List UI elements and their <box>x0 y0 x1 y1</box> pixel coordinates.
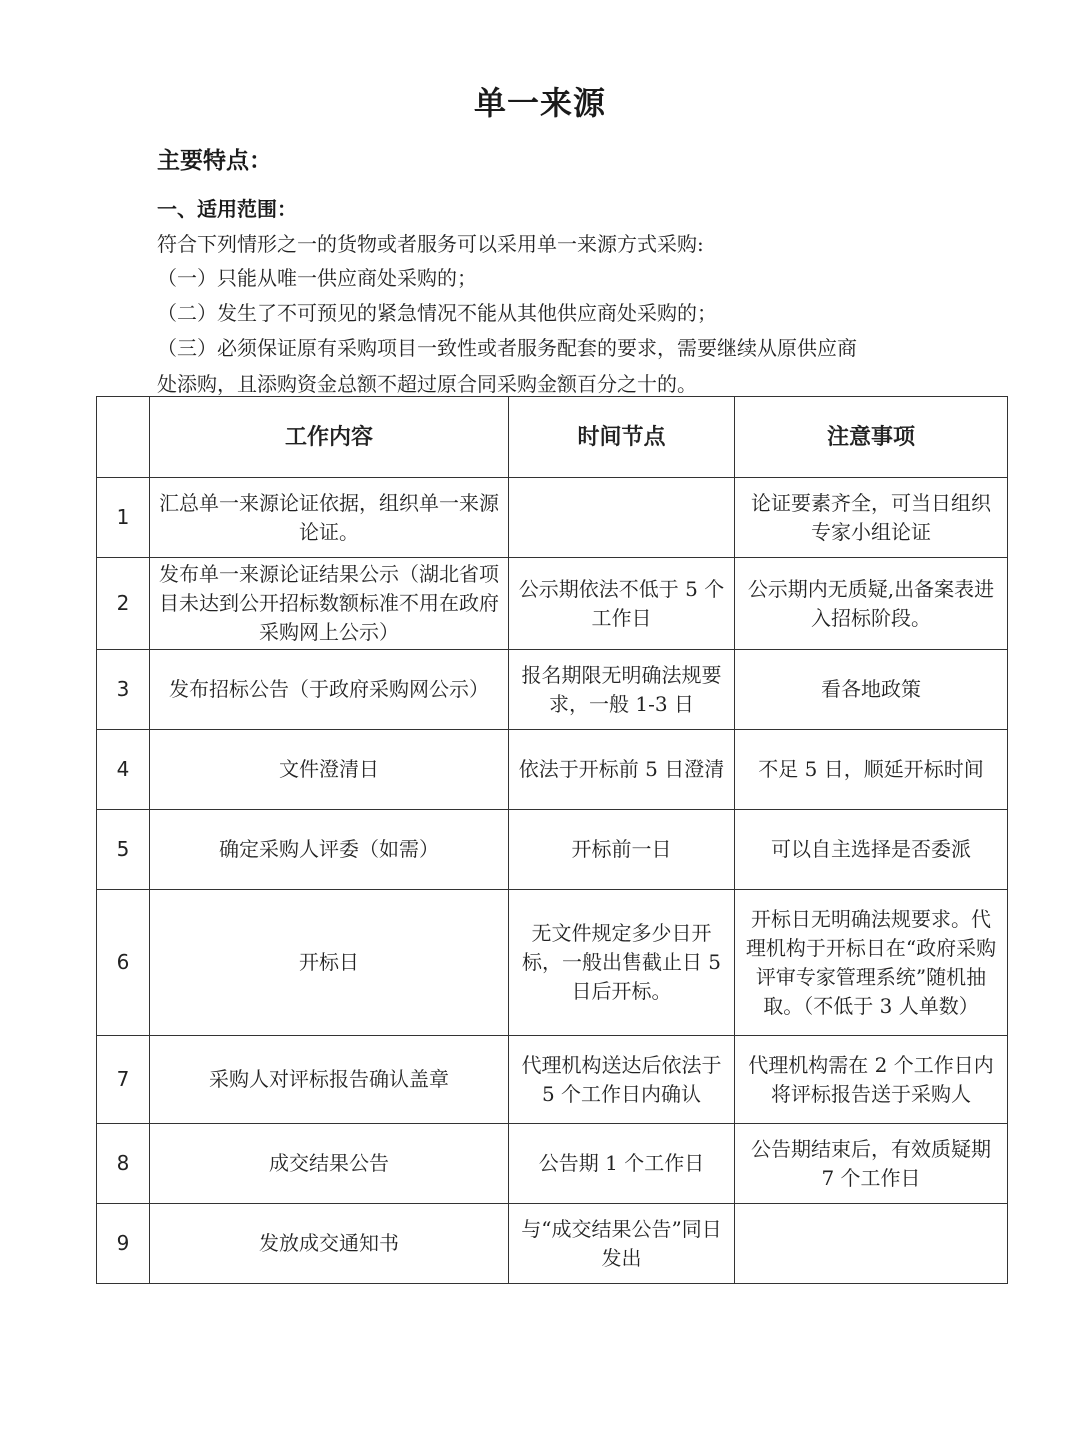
time-node: 公示期依法不低于 5 个工作日 <box>509 558 735 650</box>
row-number: 7 <box>97 1036 150 1124</box>
features-heading: 主要特点： <box>157 148 272 174</box>
scope-item: （二）发生了不可预见的紧急情况不能从其他供应商处采购的； <box>157 301 717 325</box>
work-content: 文件澄清日 <box>150 730 509 810</box>
scope-item: （一）只能从唯一供应商处采购的； <box>157 266 477 290</box>
work-content: 发布招标公告（于政府采购网公示） <box>150 650 509 730</box>
time-node: 开标前一日 <box>509 810 735 890</box>
work-content: 采购人对评标报告确认盖章 <box>150 1036 509 1124</box>
header-index <box>97 397 150 478</box>
note: 公告期结束后，有效质疑期 7 个工作日 <box>735 1124 1008 1204</box>
row-number: 1 <box>97 478 150 558</box>
row-number: 8 <box>97 1124 150 1204</box>
table-row <box>97 558 1008 650</box>
row-number: 3 <box>97 650 150 730</box>
page-title: 单一来源 <box>473 84 606 122</box>
scope-item: 处添购，且添购资金总额不超过原合同采购金额百分之十的。 <box>157 372 697 396</box>
time-node: 依法于开标前 5 日澄清 <box>509 730 735 810</box>
table-row <box>97 478 1008 558</box>
procedure-table <box>96 396 1008 1284</box>
note: 看各地政策 <box>735 650 1008 730</box>
table-row <box>97 890 1008 1036</box>
row-number: 6 <box>97 890 150 1036</box>
time-node <box>509 478 735 558</box>
row-number: 4 <box>97 730 150 810</box>
row-number: 5 <box>97 810 150 890</box>
header-content: 工作内容 <box>150 397 509 478</box>
table-header-row <box>97 397 1008 478</box>
time-node: 代理机构送达后依法于 5 个工作日内确认 <box>509 1036 735 1124</box>
work-content: 发布单一来源论证结果公示（湖北省项目未达到公开招标数额标准不用在政府采购网上公示） <box>150 558 509 650</box>
table-row <box>97 1124 1008 1204</box>
work-content: 发放成交通知书 <box>150 1204 509 1284</box>
row-number: 9 <box>97 1204 150 1284</box>
work-content: 成交结果公告 <box>150 1124 509 1204</box>
note: 开标日无明确法规要求。代理机构于开标日在“政府采购评审专家管理系统”随机抽取。（不低于 3 人单数） <box>735 890 1008 1036</box>
work-content: 开标日 <box>150 890 509 1036</box>
header-time: 时间节点 <box>509 397 735 478</box>
work-content: 确定采购人评委（如需） <box>150 810 509 890</box>
work-content: 汇总单一来源论证依据，组织单一来源论证。 <box>150 478 509 558</box>
time-node: 公告期 1 个工作日 <box>509 1124 735 1204</box>
table-row <box>97 1204 1008 1284</box>
time-node: 无文件规定多少日开标，一般出售截止日 5 日后开标。 <box>509 890 735 1036</box>
intro-text: 符合下列情形之一的货物或者服务可以采用单一来源方式采购: <box>157 232 704 256</box>
header-note: 注意事项 <box>735 397 1008 478</box>
table-row <box>97 1036 1008 1124</box>
row-number: 2 <box>97 558 150 650</box>
scope-item: （三）必须保证原有采购项目一致性或者服务配套的要求，需要继续从原供应商 <box>157 336 857 360</box>
note: 代理机构需在 2 个工作日内将评标报告送于采购人 <box>735 1036 1008 1124</box>
time-node: 与“成交结果公告”同日发出 <box>509 1204 735 1284</box>
table-row <box>97 810 1008 890</box>
time-node: 报名期限无明确法规要求，一般 1-3 日 <box>509 650 735 730</box>
table-row <box>97 730 1008 810</box>
note: 论证要素齐全，可当日组织专家小组论证 <box>735 478 1008 558</box>
note: 不足 5 日，顺延开标时间 <box>735 730 1008 810</box>
table-row <box>97 650 1008 730</box>
note: 公示期内无质疑,出备案表进入招标阶段。 <box>735 558 1008 650</box>
note <box>735 1204 1008 1284</box>
note: 可以自主选择是否委派 <box>735 810 1008 890</box>
scope-heading: 一、适用范围： <box>157 197 297 221</box>
